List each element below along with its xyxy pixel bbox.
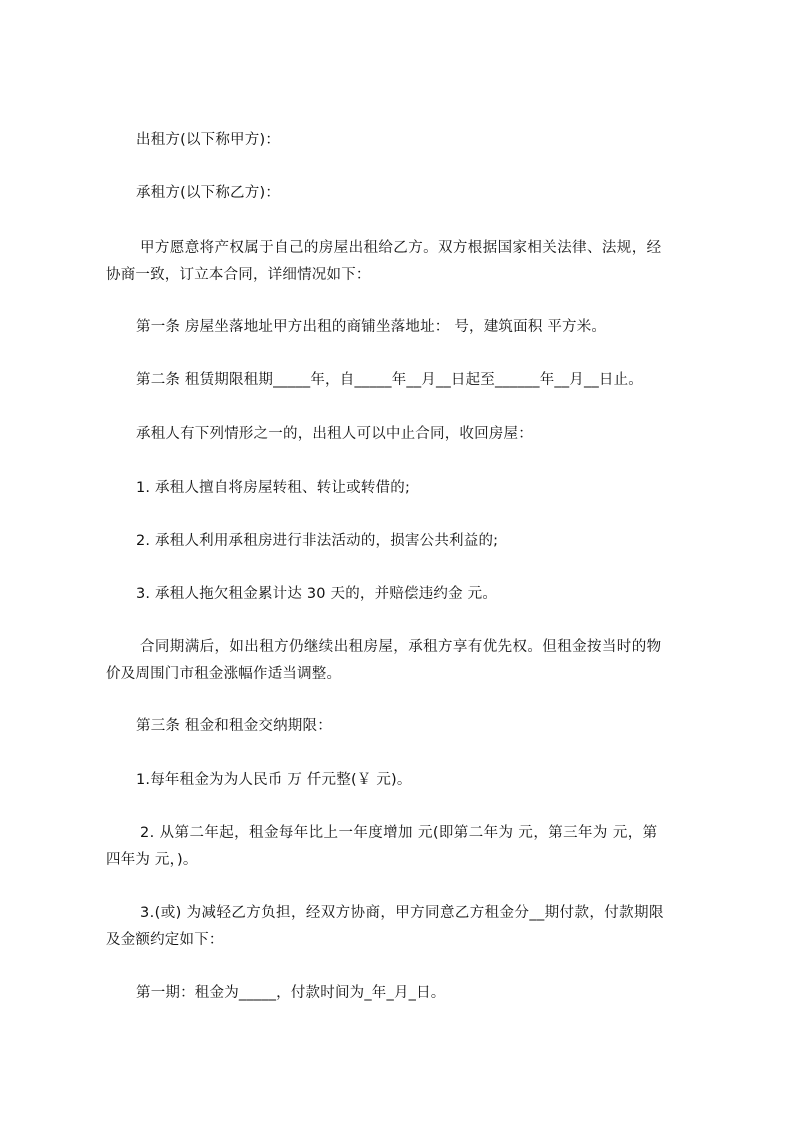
renewal-line-1: 合同期满后，如出租方仍继续出租房屋，承租方享有优先权。但租金按当时的物 bbox=[140, 639, 662, 655]
termination-intro-line: 承租人有下列情形之一的，出租人可以中止合同，收回房屋： bbox=[136, 426, 533, 442]
lessee-line: 承租方(以下称乙方)： bbox=[136, 185, 281, 201]
termination-item-3: 3. 承租人拖欠租金累计达 30 天的，并赔偿违约金 元。 bbox=[136, 586, 498, 602]
preamble-line-1: 甲方愿意将产权属于自己的房屋出租给乙方。双方根据国家相关法律、法规，经 bbox=[140, 240, 662, 256]
rent-item-2-line-2: 四年为 元，)。 bbox=[106, 852, 198, 868]
preamble-line-2: 协商一致，订立本合同，详细情况如下： bbox=[106, 267, 371, 283]
termination-item-2: 2. 承租人利用承租房进行非法活动的，损害公共利益的; bbox=[136, 533, 499, 549]
termination-item-1: 1. 承租人擅自将房屋转租、转让或转借的; bbox=[136, 480, 411, 496]
rent-item-3-line-1: 3.(或) 为减轻乙方负担，经双方协商，甲方同意乙方租金分__期付款，付款期限 bbox=[140, 905, 664, 921]
lessor-line: 出租方(以下称甲方)： bbox=[136, 132, 281, 148]
article-1-line: 第一条 房屋坐落地址甲方出租的商铺坐落地址： 号，建筑面积 平方米。 bbox=[136, 319, 607, 335]
renewal-line-2: 价及周围门市租金涨幅作适当调整。 bbox=[106, 666, 342, 682]
rent-item-2-line-1: 2. 从第二年起，租金每年比上一年度增加 元(即第二年为 元，第三年为 元，第 bbox=[140, 825, 658, 841]
article-3-line: 第三条 租金和租金交纳期限： bbox=[136, 718, 332, 734]
rent-item-3-line-2: 及金额约定如下： bbox=[106, 932, 224, 948]
article-2-line: 第二条 租赁期限租期_____年，自_____年__月__日起至______年__月__日止。 bbox=[136, 372, 644, 388]
rent-item-1: 1.每年租金为为人民币 万 仟元整(￥ 元)。 bbox=[136, 772, 412, 788]
installment-1-line: 第一期：租金为_____，付款时间为_年_月_日。 bbox=[136, 985, 446, 1001]
